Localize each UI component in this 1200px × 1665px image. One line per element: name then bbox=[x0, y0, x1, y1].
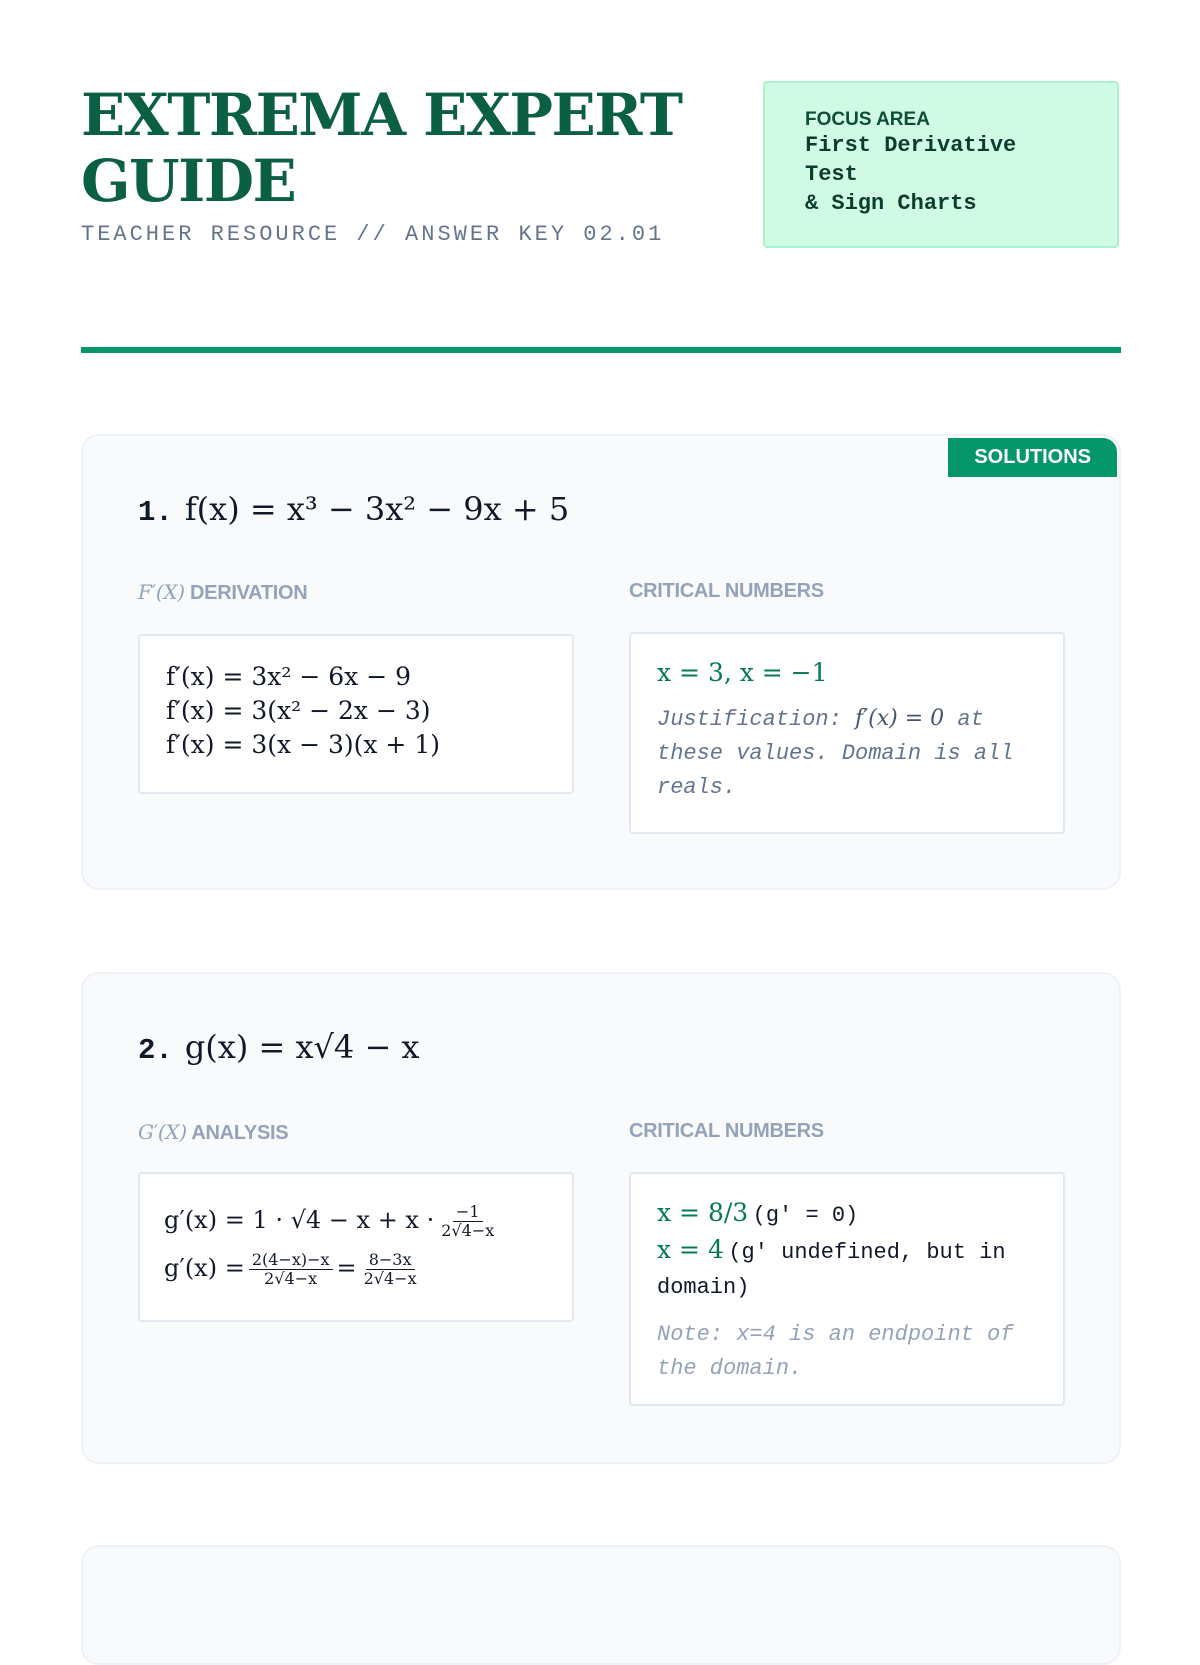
focus-area-line: First Derivative bbox=[805, 133, 1017, 158]
equals-sign: = bbox=[336, 1254, 357, 1282]
problem-function: f(x) = x³ − 3x² − 9x + 5 bbox=[184, 490, 570, 528]
problem-card-2 bbox=[81, 972, 1121, 1464]
analysis-line-lhs: g′(x) = 1 · √4 − x + x · bbox=[164, 1206, 435, 1234]
page-title: EXTREMA EXPERT GUIDE bbox=[81, 81, 682, 215]
fraction bbox=[249, 1251, 333, 1288]
critical-value-row bbox=[657, 1233, 1037, 1306]
problem-statement bbox=[138, 490, 569, 529]
fraction-numerator: 2(4−x)−x bbox=[249, 1251, 333, 1270]
focus-area-line: & Sign Charts bbox=[805, 191, 977, 216]
analysis-label bbox=[138, 1120, 288, 1145]
derivation-label bbox=[138, 580, 307, 605]
problem-function: g(x) = x√4 − x bbox=[184, 1028, 420, 1066]
problem-number: 1. bbox=[138, 496, 173, 529]
fraction-denominator: 2√4−x bbox=[441, 1221, 495, 1240]
critical-value: x = 8/3 bbox=[657, 1198, 749, 1227]
domain-note: Note: x=4 is an endpoint of the domain. bbox=[657, 1322, 1014, 1381]
critical-values: x = 3, x = −1 bbox=[657, 658, 828, 687]
justification-math: f′(x) = 0 bbox=[855, 706, 945, 731]
fraction-numerator: 8−3x bbox=[366, 1251, 415, 1270]
solutions-badge: SOLUTIONS bbox=[948, 438, 1117, 477]
header-divider bbox=[81, 347, 1121, 353]
derivation-label-symbol: F′(X) bbox=[138, 580, 185, 604]
critical-numbers-label: CRITICAL NUMBERS bbox=[629, 580, 824, 602]
derivation-line: f′(x) = 3(x² − 2x − 3) bbox=[166, 696, 431, 725]
analysis-label-text: ANALYSIS bbox=[191, 1122, 289, 1144]
fraction-denominator: 2√4−x bbox=[363, 1269, 417, 1288]
critical-numbers-box bbox=[629, 1172, 1065, 1406]
problem-card-1 bbox=[81, 434, 1121, 890]
critical-value-note: (g′ undefined, but in domain) bbox=[657, 1240, 1006, 1300]
page-subtitle: TEACHER RESOURCE // ANSWER KEY 02.01 bbox=[81, 222, 665, 247]
focus-area-label: FOCUS AREA bbox=[805, 109, 930, 130]
page-header bbox=[81, 78, 1121, 258]
derivation-label-text: DERIVATION bbox=[190, 582, 308, 604]
justification-prefix: Justification: bbox=[657, 707, 842, 732]
derivation-box bbox=[138, 634, 574, 794]
problem-card-3 bbox=[81, 1545, 1121, 1665]
analysis-line bbox=[164, 1244, 548, 1292]
analysis-box bbox=[138, 1172, 574, 1322]
justification-suffix: at these values. Domain is all reals. bbox=[657, 707, 1014, 800]
focus-area-line: Test bbox=[805, 162, 858, 187]
analysis-line-lhs: g′(x) = bbox=[164, 1254, 245, 1282]
critical-value: x = 4 bbox=[657, 1235, 724, 1264]
fraction-numerator: −1 bbox=[453, 1203, 483, 1222]
critical-value-note: (g′ = 0) bbox=[752, 1203, 859, 1228]
critical-numbers-label: CRITICAL NUMBERS bbox=[629, 1120, 824, 1142]
fraction bbox=[438, 1203, 497, 1240]
analysis-label-symbol: G′(X) bbox=[138, 1120, 187, 1144]
critical-numbers-box bbox=[629, 632, 1065, 834]
fraction-denominator: 2√4−x bbox=[264, 1269, 318, 1288]
derivation-line: f′(x) = 3(x − 3)(x + 1) bbox=[166, 730, 440, 759]
analysis-line bbox=[164, 1196, 548, 1244]
fraction bbox=[361, 1251, 420, 1288]
problem-number: 2. bbox=[138, 1034, 173, 1067]
justification-text bbox=[657, 702, 1037, 805]
critical-value-row bbox=[657, 1196, 1037, 1233]
derivation-line: f′(x) = 3x² − 6x − 9 bbox=[166, 662, 411, 691]
problem-statement bbox=[138, 1028, 419, 1067]
focus-area-box bbox=[763, 81, 1119, 248]
